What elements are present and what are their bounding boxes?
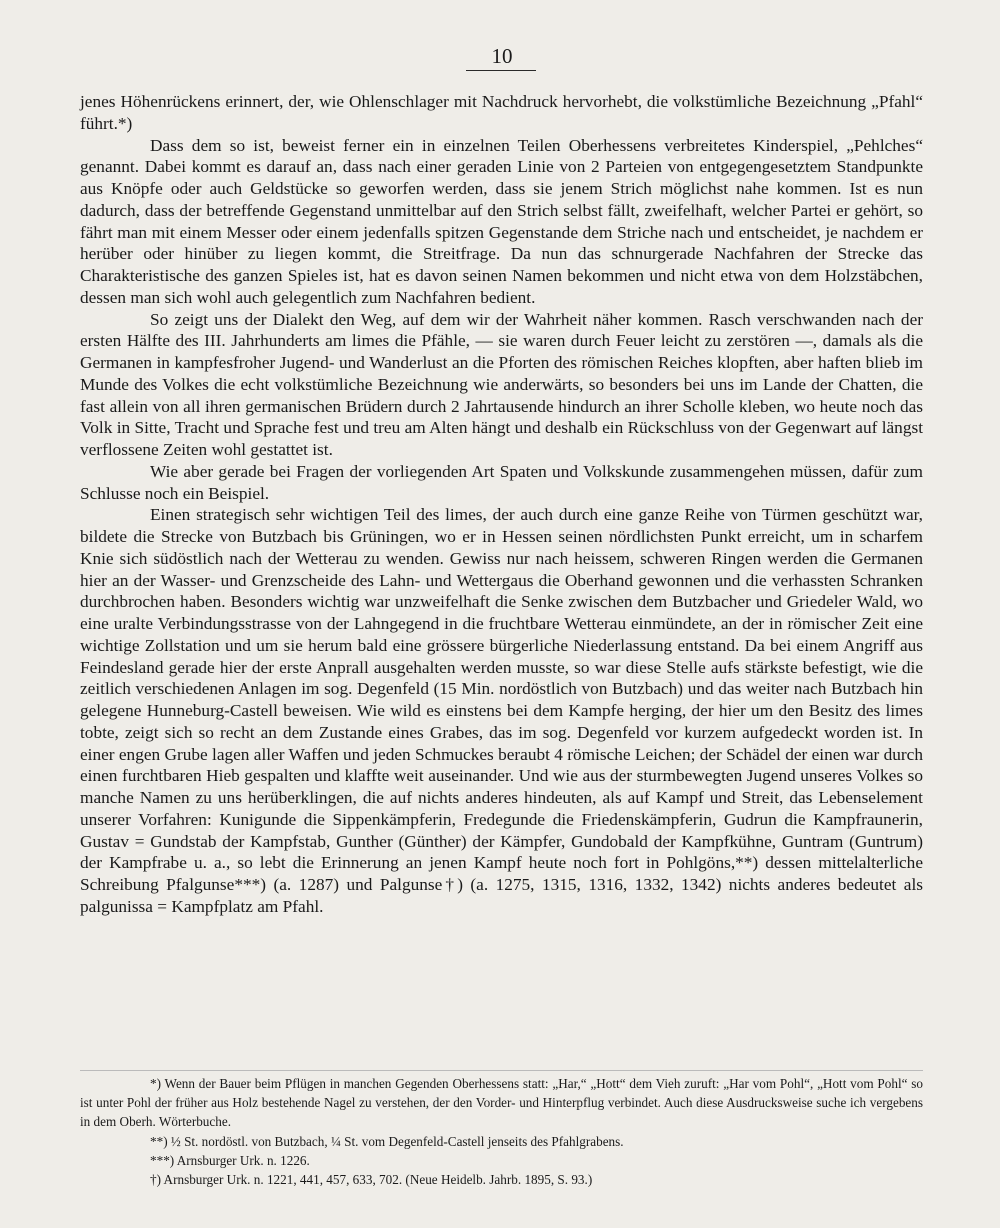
footnote: **) ½ St. nordöstl. von Butzbach, ¼ St. vom Degenfeld-Castell jenseits des Pfahlgrabens. <box>150 1133 624 1149</box>
footnote: *) Wenn der Bauer beim Pflügen in manchen Gegenden Oberhessens statt: „Har,“ „Hott“ dem Vieh zuruft: „Har vom Pohl“, „Hott vom Pohl“ so ist unter Pohl der früher aus Holz bestehende Nagel zu verstehen, der den Vorder- und Hinterpflug verbindet. Auch diese Ausdrucksweise suche ich vergebens in dem Oberh. Wörterbuche. <box>80 1076 923 1130</box>
paragraph: jenes Höhenrückens erinnert, der, wie Ohlenschlager mit Nachdruck hervorhebt, die volkstümliche Bezeichnung „Pfahl“ führt.*) <box>80 92 923 133</box>
footnote-divider <box>80 1070 923 1071</box>
footnote: ***) Arnsburger Urk. n. 1226. <box>150 1152 310 1168</box>
footnotes <box>80 1074 923 1189</box>
paragraph: So zeigt uns der Dialekt den Weg, auf dem wir der Wahrheit näher kommen. Rasch verschwanden nach der ersten Hälfte des III. Jahrhunderts am limes die Pfähle, — sie waren durch Feuer leicht zu zerstören —, damals als die Germanen in kampfesfroher Jugend- und Wanderlust an die Pforten des römischen Reiches klopften, aber haften blieb im Munde des Volkes die echt volkstümliche Bezeichnung wie anderwärts, so besonders bei uns im Lande der Chatten, die fast allein von all ihren germanischen Brüdern durch 2 Jahrtausende hindurch an ihrer Scholle kleben, wo heute noch das Volk in Sitte, Tracht und Sprache fest und treu am Alten hängt und deshalb ein Rückschluss von der Gegenwart auf längst verflossene Zeiten wohl gestattet ist. <box>80 309 923 459</box>
paragraph: Wie aber gerade bei Fragen der vorliegenden Art Spaten und Volkskunde zusammengehen müssen, dafür zum Schlusse noch ein Beispiel. <box>80 461 923 503</box>
footnote: †) Arnsburger Urk. n. 1221, 441, 457, 633, 702. (Neue Heidelb. Jahrb. 1895, S. 93.) <box>150 1172 593 1188</box>
page-number: 10 <box>491 44 513 68</box>
paragraph: Dass dem so ist, beweist ferner ein in einzelnen Teilen Oberhessens verbreitetes Kinderspiel, „Pehlches“ genannt. Dabei kommt es darauf an, dass nach einer geraden Linie von 2 Parteien von entgegengesetztem Standpunkte aus Knöpfe oder auch Geldstücke so geworfen werden, dass sie jenem Strich möglichst nahe kommen. Ist es nun dadurch, dass der betreffende Gegenstand unmittelbar auf den Strich selbst fällt, zweifelhaft, welcher Partei er gehört, so fährt man mit einem Messer oder einem jedenfalls spitzen Gegenstande dem Striche nach und entscheidet, je nachdem er herüber oder hinüber zu liegen kommt, die Streitfrage. Da nun das schnurgerade Nachfahren der Strecke das Charakteristische des ganzen Spieles ist, hat es davon seinen Namen bekommen und nicht etwa von dem Holzstäbchen, dessen man sich wohl auch gelegentlich zum Nachfahren bedient. <box>80 135 923 307</box>
header-rule <box>466 70 536 71</box>
main-text <box>80 91 923 918</box>
paragraph: Einen strategisch sehr wichtigen Teil des limes, der auch durch eine ganze Reihe von Türmen geschützt war, bildete die Strecke von Butzbach bis Grüningen, wo er in Hessen seinen nördlichsten Punkt erreicht, um in scharfem Knie sich südöstlich nach der Wetterau zu wenden. Gewiss nur nach heissem, schweren Ringen werden die Germanen hier an der Wasser- und Grenzscheide des Lahn- und Wettergaus die Oberhand gewonnen und die verhassten Schranken durchbrochen haben. Besonders wichtig war unzweifelhaft die Senke zwischen dem Butzbacher und Griedeler Wald, wo eine uralte Verbindungsstrasse von der Lahngegend in die fruchtbare Wetterau einmündete, an der in römischer Zeit eine wichtige Zollstation und um sie herum bald eine grössere bürgerliche Niederlassung entstand. Da bei einem Angriff aus Feindesland gerade hier der erste Anprall ausgehalten werden musste, so war diese Stelle aufs stärkste befestigt, wie die zeitlich verschiedenen Anlagen im sog. Degenfeld (15 Min. nordöstlich von Butzbach) und das weiter nach Butzbach hin gelegene Hunneburg-Castell beweisen. Wie wild es einstens bei dem Kampfe herging, der hier um den Besitz des limes tobte, zeigt sich so recht an dem Zustande eines Grabes, das im sog. Degenfeld vor kurzem aufgedeckt worden ist. In einer engen Grube lagen aller Waffen und jeden Schmuckes beraubt 4 römische Leichen; der Schädel der einen war durch einen furchtbaren Hieb gespalten und klaffte weit auseinander. Und wie aus der sturmbewegten Jugend unseres Volkes so manche Namen zu uns herüberklingen, die auf nichts anderes hindeuten, als auf Kampf und Streit, das Lebenselement unserer Vorfahren: Kunigunde die Sippenkämpferin, Fredegunde die Friedenskämpferin, Gudrun die Kampfraunerin, Gustav = Gundstab der Kampfstab, Gunther (Günther) der Kämpfer, Gundobald der Kampfkühne, Guntram (Guntrum) der Kampfrabe u. a., so lebt die Erinnerung an jenen Kampf heute noch fort in Pohlgöns,**) dessen mittelalterliche Schreibung Pfalgunse***) (a. 1287) und Palgunse†) (a. 1275, 1315, 1316, 1332, 1342) nichts anderes bedeutet als palgunissa = Kampfplatz am Pfahl. <box>80 505 923 916</box>
